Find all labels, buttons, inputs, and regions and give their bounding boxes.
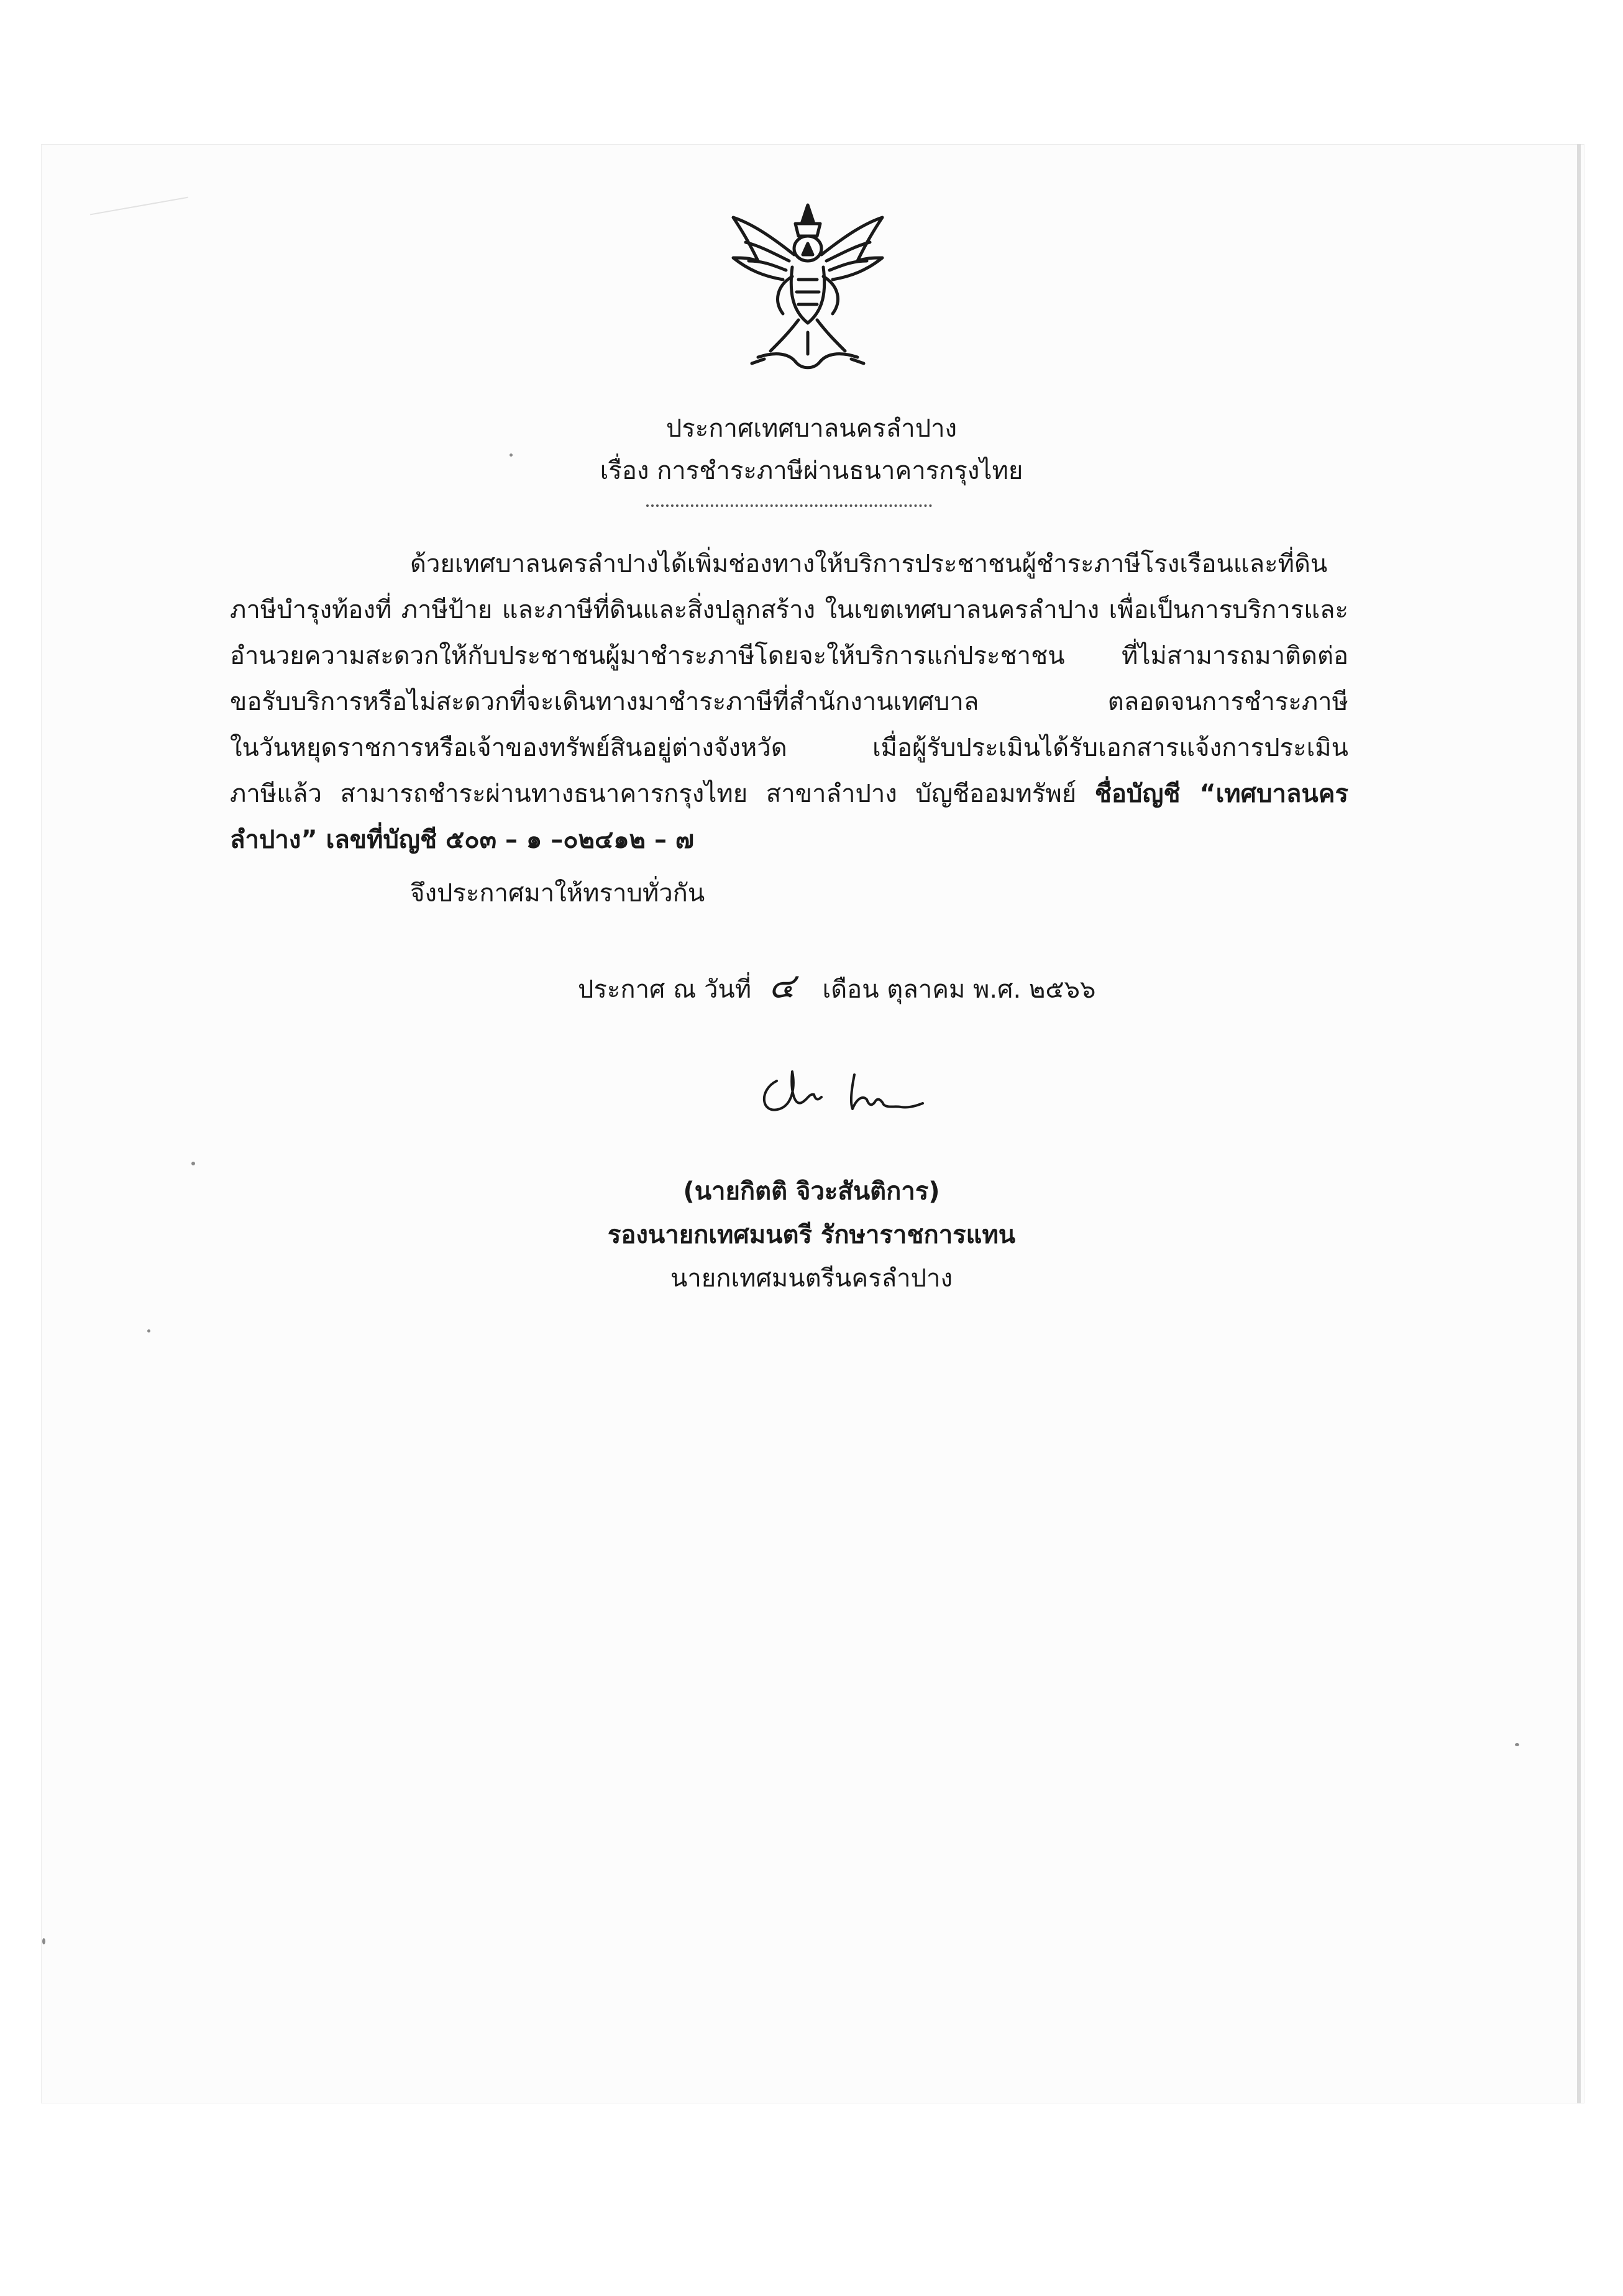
account-name: ชื่อบัญชี “เทศบาลนคร xyxy=(1094,780,1349,808)
account-number: ลำปาง” เลขที่บัญชี ๕๐๓ – ๑ –๐๒๔๑๒ – ๗ xyxy=(230,826,694,854)
signer-title: นายกเทศมนตรีนครลำปาง xyxy=(670,1264,953,1293)
date-day: ๔ xyxy=(769,966,795,1006)
paper-speck xyxy=(1515,1743,1519,1746)
body-line xyxy=(230,777,1348,811)
paper-speck xyxy=(191,1162,195,1165)
body-line: ในวันหยุดราชการหรือเจ้าของทรัพย์สินอยู่ต่างจังหวัด เมื่อผู้รับประเมินได้รับเอกสารแจ้งการประเมิน xyxy=(230,734,1348,762)
body-text: ภาษีแล้ว สามารถชำระผ่านทางธนาคารกรุงไทย สาขาลำปาง บัญชีออมทรัพย์ xyxy=(230,780,1077,808)
announcement-title: ประกาศเทศบาลนครลำปาง xyxy=(665,414,958,443)
paper-speck xyxy=(42,1938,45,1944)
body-line: ขอรับบริการหรือไม่สะดวกที่จะเดินทางมาชำระภาษีที่สำนักงานเทศบาล ตลอดจนการชำระภาษี xyxy=(230,688,1348,716)
signer-position: รองนายกเทศมนตรี รักษาราชการแทน xyxy=(607,1221,1016,1249)
body-line: ด้วยเทศบาลนครลำปางได้เพิ่มช่องทางให้บริการประชาชนผู้ชำระภาษีโรงเรือนและที่ดิน xyxy=(410,550,1328,578)
closing-statement: จึงประกาศมาให้ทราบทั่วกัน xyxy=(410,879,705,908)
paper-speck xyxy=(147,1329,150,1332)
signer-name: (นายกิตติ จิวะสันติการ) xyxy=(683,1177,940,1206)
signature-icon xyxy=(746,1056,944,1124)
paper-speck xyxy=(510,453,513,457)
date-prefix: ประกาศ ณ วันที่ xyxy=(578,975,752,1004)
body-line: ภาษีบำรุงท้องที่ ภาษีป้าย และภาษีที่ดินและสิ่งปลูกสร้าง ในเขตเทศบาลนครลำปาง เพื่อเป็นการบริการและ xyxy=(230,596,1348,624)
dotted-divider xyxy=(646,504,932,507)
date-suffix: เดือน ตุลาคม พ.ศ. ๒๕๖๖ xyxy=(822,975,1096,1004)
announcement-date xyxy=(578,966,1096,1007)
garuda-emblem-icon xyxy=(715,199,901,385)
body-line: อำนวยความสะดวกให้กับประชาชนผู้มาชำระภาษีโดยจะให้บริการแก่ประชาชน ที่ไม่สามารถมาติดต่อ xyxy=(230,642,1348,670)
body-line xyxy=(230,822,1348,857)
announcement-subject: เรื่อง การชำระภาษีผ่านธนาคารกรุงไทย xyxy=(600,457,1023,485)
